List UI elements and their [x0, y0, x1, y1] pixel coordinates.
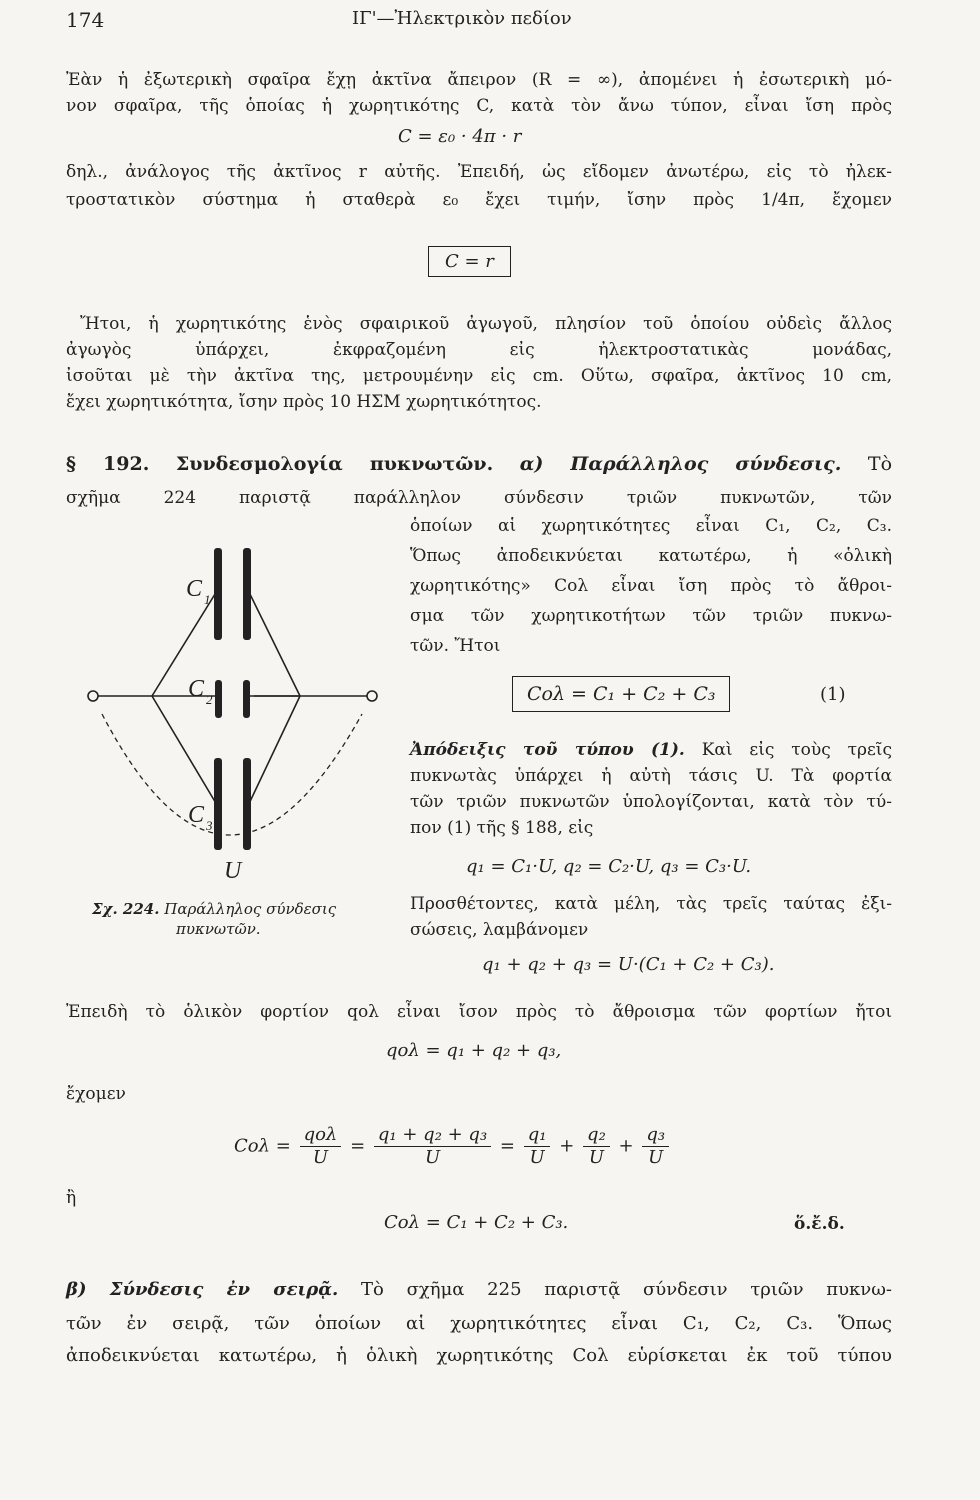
- figure-caption: [92, 900, 336, 918]
- section-heading-tail: Τὸ: [867, 453, 893, 475]
- right-line-3: χωρητικότης» Cολ εἶναι ἴση πρὸς τὸ ἄθροι-: [410, 576, 892, 596]
- equals-sign-2: =: [499, 1135, 515, 1157]
- section-line-2: σχῆμα 224 παριστᾷ παράλληλον σύνδεσιν τριῶν πυκνωτῶν, τῶν: [66, 488, 892, 508]
- qed-mark: ὅ.ἔ.δ.: [794, 1214, 845, 1234]
- fraction-4-den: U: [588, 1147, 604, 1168]
- label-c1-sub: 1: [204, 592, 211, 607]
- label-c3-sub: 3: [206, 818, 213, 833]
- fraction-equation: [234, 1124, 672, 1169]
- plus-sign-2: +: [618, 1135, 634, 1157]
- capacitor-c3-plate-left: [214, 758, 222, 850]
- final-equation: Cολ = C₁ + C₂ + C₃.: [384, 1212, 569, 1233]
- fraction-2: [374, 1124, 491, 1169]
- label-c1: C: [186, 576, 203, 602]
- proof-line-2: πυκνωτὰς ὑπάρχει ἡ αὐτὴ τάσις U. Τὰ φορτία: [410, 766, 892, 786]
- proof-line-6: σώσεις, λαμβάνομεν: [410, 920, 589, 940]
- figure-224-parallel-circuit: [76, 536, 400, 896]
- fraction-1: [300, 1124, 342, 1169]
- proof-line-7: Ἐπειδὴ τὸ ὁλικὸν φορτίον qολ εἶναι ἴσον πρὸς τὸ ἄθροισμα τῶν φορτίων ἤτοι: [66, 1002, 892, 1022]
- right-line-2: Ὅπως ἀποδεικνύεται κατωτέρω, ἡ «ὁλικὴ: [410, 546, 892, 566]
- proof-label: Ἀπόδειξις τοῦ τύπου (1).: [410, 740, 685, 760]
- label-c3: C: [188, 802, 205, 828]
- boxed-equation-c-r: [428, 246, 511, 277]
- section-title: Συνδεσμολογία πυκνωτῶν.: [175, 453, 494, 475]
- fraction-lhs: Cολ =: [234, 1135, 291, 1157]
- proof-line-3: τῶν τριῶν πυκνωτῶν ὑπολογίζονται, κατὰ τὸν τύ-: [410, 792, 892, 812]
- intro-line-6: ἀγωγὸς ὑπάρχει, ἐκφραζομένη εἰς ἠλεκτροστατικὰς μονάδας,: [66, 340, 892, 360]
- intro-line-4: τροστατικὸν σύστημα ἡ σταθερὰ ε₀ ἔχει τιμήν, ἴσην πρὸς 1/4π, ἔχομεν: [66, 190, 892, 210]
- wire-left-bottom: [152, 696, 220, 810]
- fraction-2-num: q₁ + q₂ + q₃: [374, 1124, 491, 1147]
- total-charge-equation: qολ = q₁ + q₂ + q₃,: [386, 1040, 562, 1061]
- capacitor-c1-plate-left: [214, 548, 222, 640]
- proof-line-8: ἔχομεν: [66, 1084, 126, 1104]
- running-title: ΙΓ'—Ἠλεκτρικὸν πεδίον: [352, 8, 572, 29]
- boxed-equation-text: C = r: [428, 246, 511, 277]
- intro-line-8: ἔχει χωρητικότητα, ἴσην πρὸς 10 ΗΣΜ χωρητικότητος.: [66, 392, 542, 412]
- fraction-3-den: U: [529, 1147, 545, 1168]
- right-line-4: σμα τῶν χωρητικοτήτων τῶν τριῶν πυκνω-: [410, 606, 892, 626]
- figure-caption-line-2: πυκνωτῶν.: [176, 920, 261, 938]
- figure-caption-text: Παράλληλος σύνδεσις: [164, 900, 337, 918]
- series-line-1: [66, 1278, 892, 1302]
- plus-sign-1: +: [559, 1135, 575, 1157]
- fraction-3: [524, 1124, 551, 1169]
- figure-caption-number: Σχ. 224.: [92, 900, 160, 918]
- label-c2: C: [188, 676, 205, 702]
- fraction-5-den: U: [648, 1147, 664, 1168]
- series-line-3: ἀποδεικνύεται κατωτέρω, ἡ ὁλικὴ χωρητικότης Cολ εὑρίσκεται ἐκ τοῦ τύπου: [66, 1345, 892, 1366]
- fraction-1-den: U: [312, 1147, 329, 1168]
- intro-line-3: δηλ., ἀνάλογος τῆς ἀκτῖνος r αὐτῆς. Ἐπειδή, ὡς εἴδομεν ἀνωτέρω, εἰς τὸ ἠλεκ-: [66, 162, 892, 182]
- section-number: § 192.: [66, 453, 150, 475]
- sum-equation: q₁ + q₂ + q₃ = U·(C₁ + C₂ + C₃).: [482, 954, 775, 975]
- boxed-equation-1-text: Cολ = C₁ + C₂ + C₃: [512, 676, 730, 712]
- fraction-2-den: U: [424, 1147, 441, 1168]
- series-line-2: τῶν ἐν σειρᾷ, τῶν ὁποίων αἱ χωρητικότητες εἶναι C₁, C₂, C₃. Ὅπως: [66, 1313, 892, 1334]
- label-u: U: [224, 858, 242, 884]
- capacitor-c3-plate-right: [243, 758, 251, 850]
- fraction-3-num: q₁: [524, 1124, 551, 1147]
- wire-right-bottom: [246, 696, 300, 810]
- proof-line-1: [410, 738, 892, 762]
- right-terminal: [367, 691, 377, 701]
- proof-line-4: πον (1) τῆς § 188, εἰς: [410, 818, 594, 838]
- fraction-4: [583, 1124, 610, 1169]
- intro-line-5: Ἤτοι, ἡ χωρητικότης ἑνὸς σφαιρικοῦ ἀγωγοῦ, πλησίον τοῦ ὁποίου οὐδεὶς ἄλλος: [80, 314, 892, 334]
- equals-sign-1: =: [350, 1135, 366, 1157]
- equation-number-1: (1): [820, 684, 846, 705]
- section-192-heading: [66, 452, 892, 476]
- fraction-1-num: qολ: [300, 1124, 342, 1147]
- proof-line-1-tail: Καὶ εἰς τοὺς τρεῖς: [701, 740, 892, 760]
- right-line-1: ὁποίων αἱ χωρητικότητες εἶναι C₁, C₂, C₃.: [410, 516, 892, 536]
- boxed-equation-1: [512, 676, 730, 712]
- fraction-4-num: q₂: [583, 1124, 610, 1147]
- wire-right-top: [246, 586, 300, 696]
- intro-line-2: νον σφαῖρα, τῆς ὁποίας ἡ χωρητικότης C, κατὰ τὸν ἄνω τύπον, εἶναι ἴση πρὸς: [66, 96, 892, 116]
- capacitor-c1-plate-right: [243, 548, 251, 640]
- fraction-5: [642, 1124, 669, 1169]
- capacitor-c2-plate-left: [215, 680, 222, 718]
- eta-word: ἢ: [66, 1188, 77, 1208]
- left-terminal: [88, 691, 98, 701]
- label-c2-sub: 2: [206, 692, 213, 707]
- intro-line-1: Ἐὰν ἡ ἐξωτερικὴ σφαῖρα ἔχῃ ἀκτῖνα ἄπειρον (R = ∞), ἀπομένει ἡ ἐσωτερικὴ μό-: [66, 70, 892, 90]
- voltage-arc: [102, 714, 362, 835]
- series-heading: β) Σύνδεσις ἐν σειρᾷ.: [66, 1279, 339, 1300]
- series-line-1-tail: Τὸ σχῆμα 225 παριστᾷ σύνδεσιν τριῶν πυκνω-: [361, 1279, 892, 1300]
- page-number: 174: [66, 8, 105, 32]
- sphere-capacitance-equation: C = ε₀ · 4π · r: [398, 126, 522, 147]
- section-subtitle: α) Παράλληλος σύνδεσις.: [519, 453, 842, 475]
- capacitor-c2-plate-right: [243, 680, 250, 718]
- charges-equation: q₁ = C₁·U, q₂ = C₂·U, q₃ = C₃·U.: [466, 856, 752, 877]
- proof-line-5: Προσθέτοντες, κατὰ μέλη, τὰς τρεῖς ταύτας ἐξι-: [410, 894, 892, 914]
- intro-line-7: ἰσοῦται μὲ τὴν ἀκτῖνα της, μετρουμένην εἰς cm. Οὕτω, σφαῖρα, ἀκτῖνος 10 cm,: [66, 366, 892, 386]
- fraction-5-num: q₃: [642, 1124, 669, 1147]
- right-line-5: τῶν. Ἤτοι: [410, 636, 501, 656]
